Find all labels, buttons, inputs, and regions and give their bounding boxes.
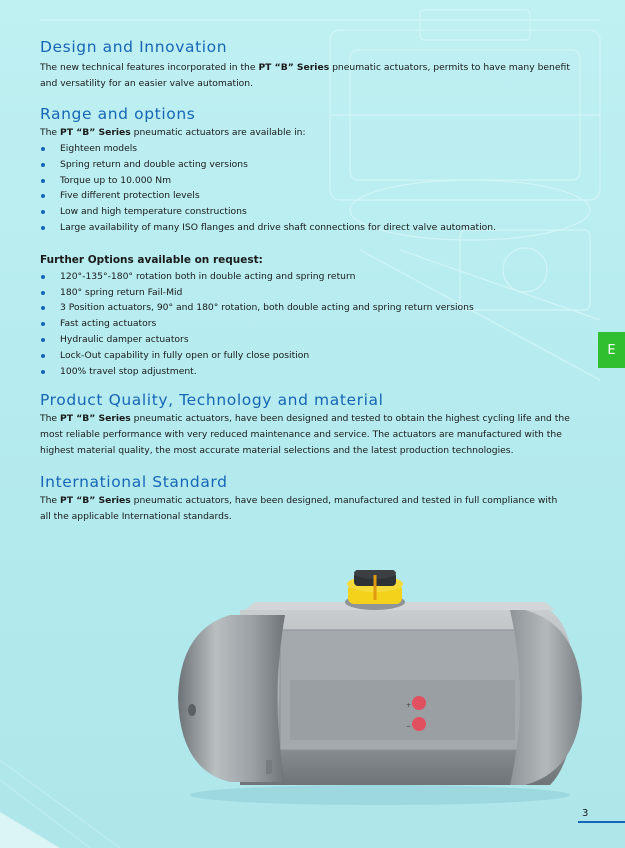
- bullet-icon: [41, 275, 45, 279]
- bullet-icon: [41, 147, 45, 151]
- list-item: [40, 141, 570, 157]
- bullet-icon: [41, 322, 45, 326]
- page-number-rule: [578, 821, 625, 823]
- further-options-list: [40, 269, 570, 380]
- design-text-pre: The new technical features incorporated in the: [40, 62, 259, 73]
- quality-section: [40, 391, 570, 459]
- list-item-text: Fast acting actuators: [60, 318, 157, 330]
- list-item: [40, 348, 570, 364]
- quality-heading: Product Quality, Technology and material: [40, 391, 384, 410]
- list-item: [40, 364, 570, 380]
- range-list: [40, 141, 570, 236]
- bullet-icon: [41, 338, 45, 342]
- list-item-text: Spring return and double acting versions: [60, 158, 248, 170]
- svg-text:+: +: [406, 702, 412, 709]
- content-column: [40, 38, 570, 525]
- bullet-icon: [41, 210, 45, 214]
- actuator-photo: [170, 570, 590, 810]
- list-item: [40, 269, 570, 285]
- list-item: [40, 332, 570, 348]
- standard-text-post: pneumatic actuators, have been designed, manufactured and tested in full compliance with all the applicable International standards.: [40, 495, 558, 523]
- list-item-text: 100% travel stop adjustment.: [60, 365, 197, 377]
- quality-text-series: PT “B” Series: [60, 413, 131, 425]
- list-item: [40, 188, 570, 204]
- design-text-post: pneumatic actuators, permits to have many benefit and versatility for an easier valve automation.: [40, 62, 570, 89]
- bullet-icon: [41, 291, 45, 295]
- design-section: [40, 38, 570, 92]
- range-intro-series: PT “B” Series: [60, 127, 131, 138]
- range-heading: Range and options: [40, 105, 196, 123]
- list-item: [40, 173, 570, 189]
- list-item: [40, 300, 570, 316]
- list-item: [40, 220, 570, 236]
- list-item-text: Low and high temperature constructions: [60, 206, 247, 218]
- bullet-icon: [41, 194, 45, 198]
- range-intro: [40, 125, 570, 141]
- bullet-icon: [41, 370, 45, 374]
- list-item-text: 3 Position actuators, 90° and 180° rotation, both double acting and spring return versions: [60, 302, 474, 314]
- quality-text-post: pneumatic actuators, have been designed and tested to obtain the highest cycling life and the most reliable performance with very reduced maintenance and service. The actuators are manufactured with the highest material quality, the most accurate material selections and the latest production technologies.: [40, 413, 570, 457]
- list-item: [40, 285, 570, 301]
- list-item: [40, 204, 570, 220]
- bullet-icon: [41, 226, 45, 230]
- design-text-series: PT “B” Series: [258, 62, 330, 73]
- quality-text: [40, 411, 570, 459]
- list-item-text: Hydraulic damper actuators: [60, 333, 189, 345]
- list-item-text: 120°-135°-180° rotation both in double acting and spring return: [60, 270, 356, 282]
- bullet-icon: [41, 306, 45, 310]
- list-item-text: Eighteen models: [60, 143, 138, 154]
- list-item-text: Lock-Out capability in fully open or fully close position: [60, 349, 310, 361]
- bullet-icon: [41, 163, 45, 167]
- standard-text-pre: The: [40, 495, 61, 507]
- range-section: [40, 105, 570, 379]
- section-tab: E: [598, 332, 625, 368]
- design-text: [40, 60, 570, 92]
- page-number: 3: [582, 808, 589, 819]
- list-item-text: Five different protection levels: [60, 190, 200, 202]
- range-intro-post: pneumatic actuators are available in:: [130, 127, 306, 138]
- list-item: [40, 157, 570, 173]
- list-item-text: Torque up to 10.000 Nm: [60, 174, 172, 186]
- range-intro-pre: The: [40, 127, 61, 138]
- list-item-text: 180° spring return Fail-Mid: [60, 286, 183, 298]
- bullet-icon: [41, 354, 45, 358]
- quality-text-pre: The: [40, 413, 61, 425]
- design-heading: Design and Innovation: [40, 38, 228, 56]
- bullet-icon: [41, 179, 45, 183]
- further-options-heading: Further Options available on request:: [40, 253, 263, 266]
- standard-section: [40, 473, 570, 525]
- standard-text: [40, 493, 570, 525]
- standard-text-series: PT “B” Series: [60, 495, 131, 507]
- list-item-text: Large availability of many ISO flanges and drive shaft connections for direct valve automation.: [60, 221, 496, 233]
- standard-heading: International Standard: [40, 473, 228, 492]
- list-item: [40, 316, 570, 332]
- svg-text:−: −: [406, 723, 412, 730]
